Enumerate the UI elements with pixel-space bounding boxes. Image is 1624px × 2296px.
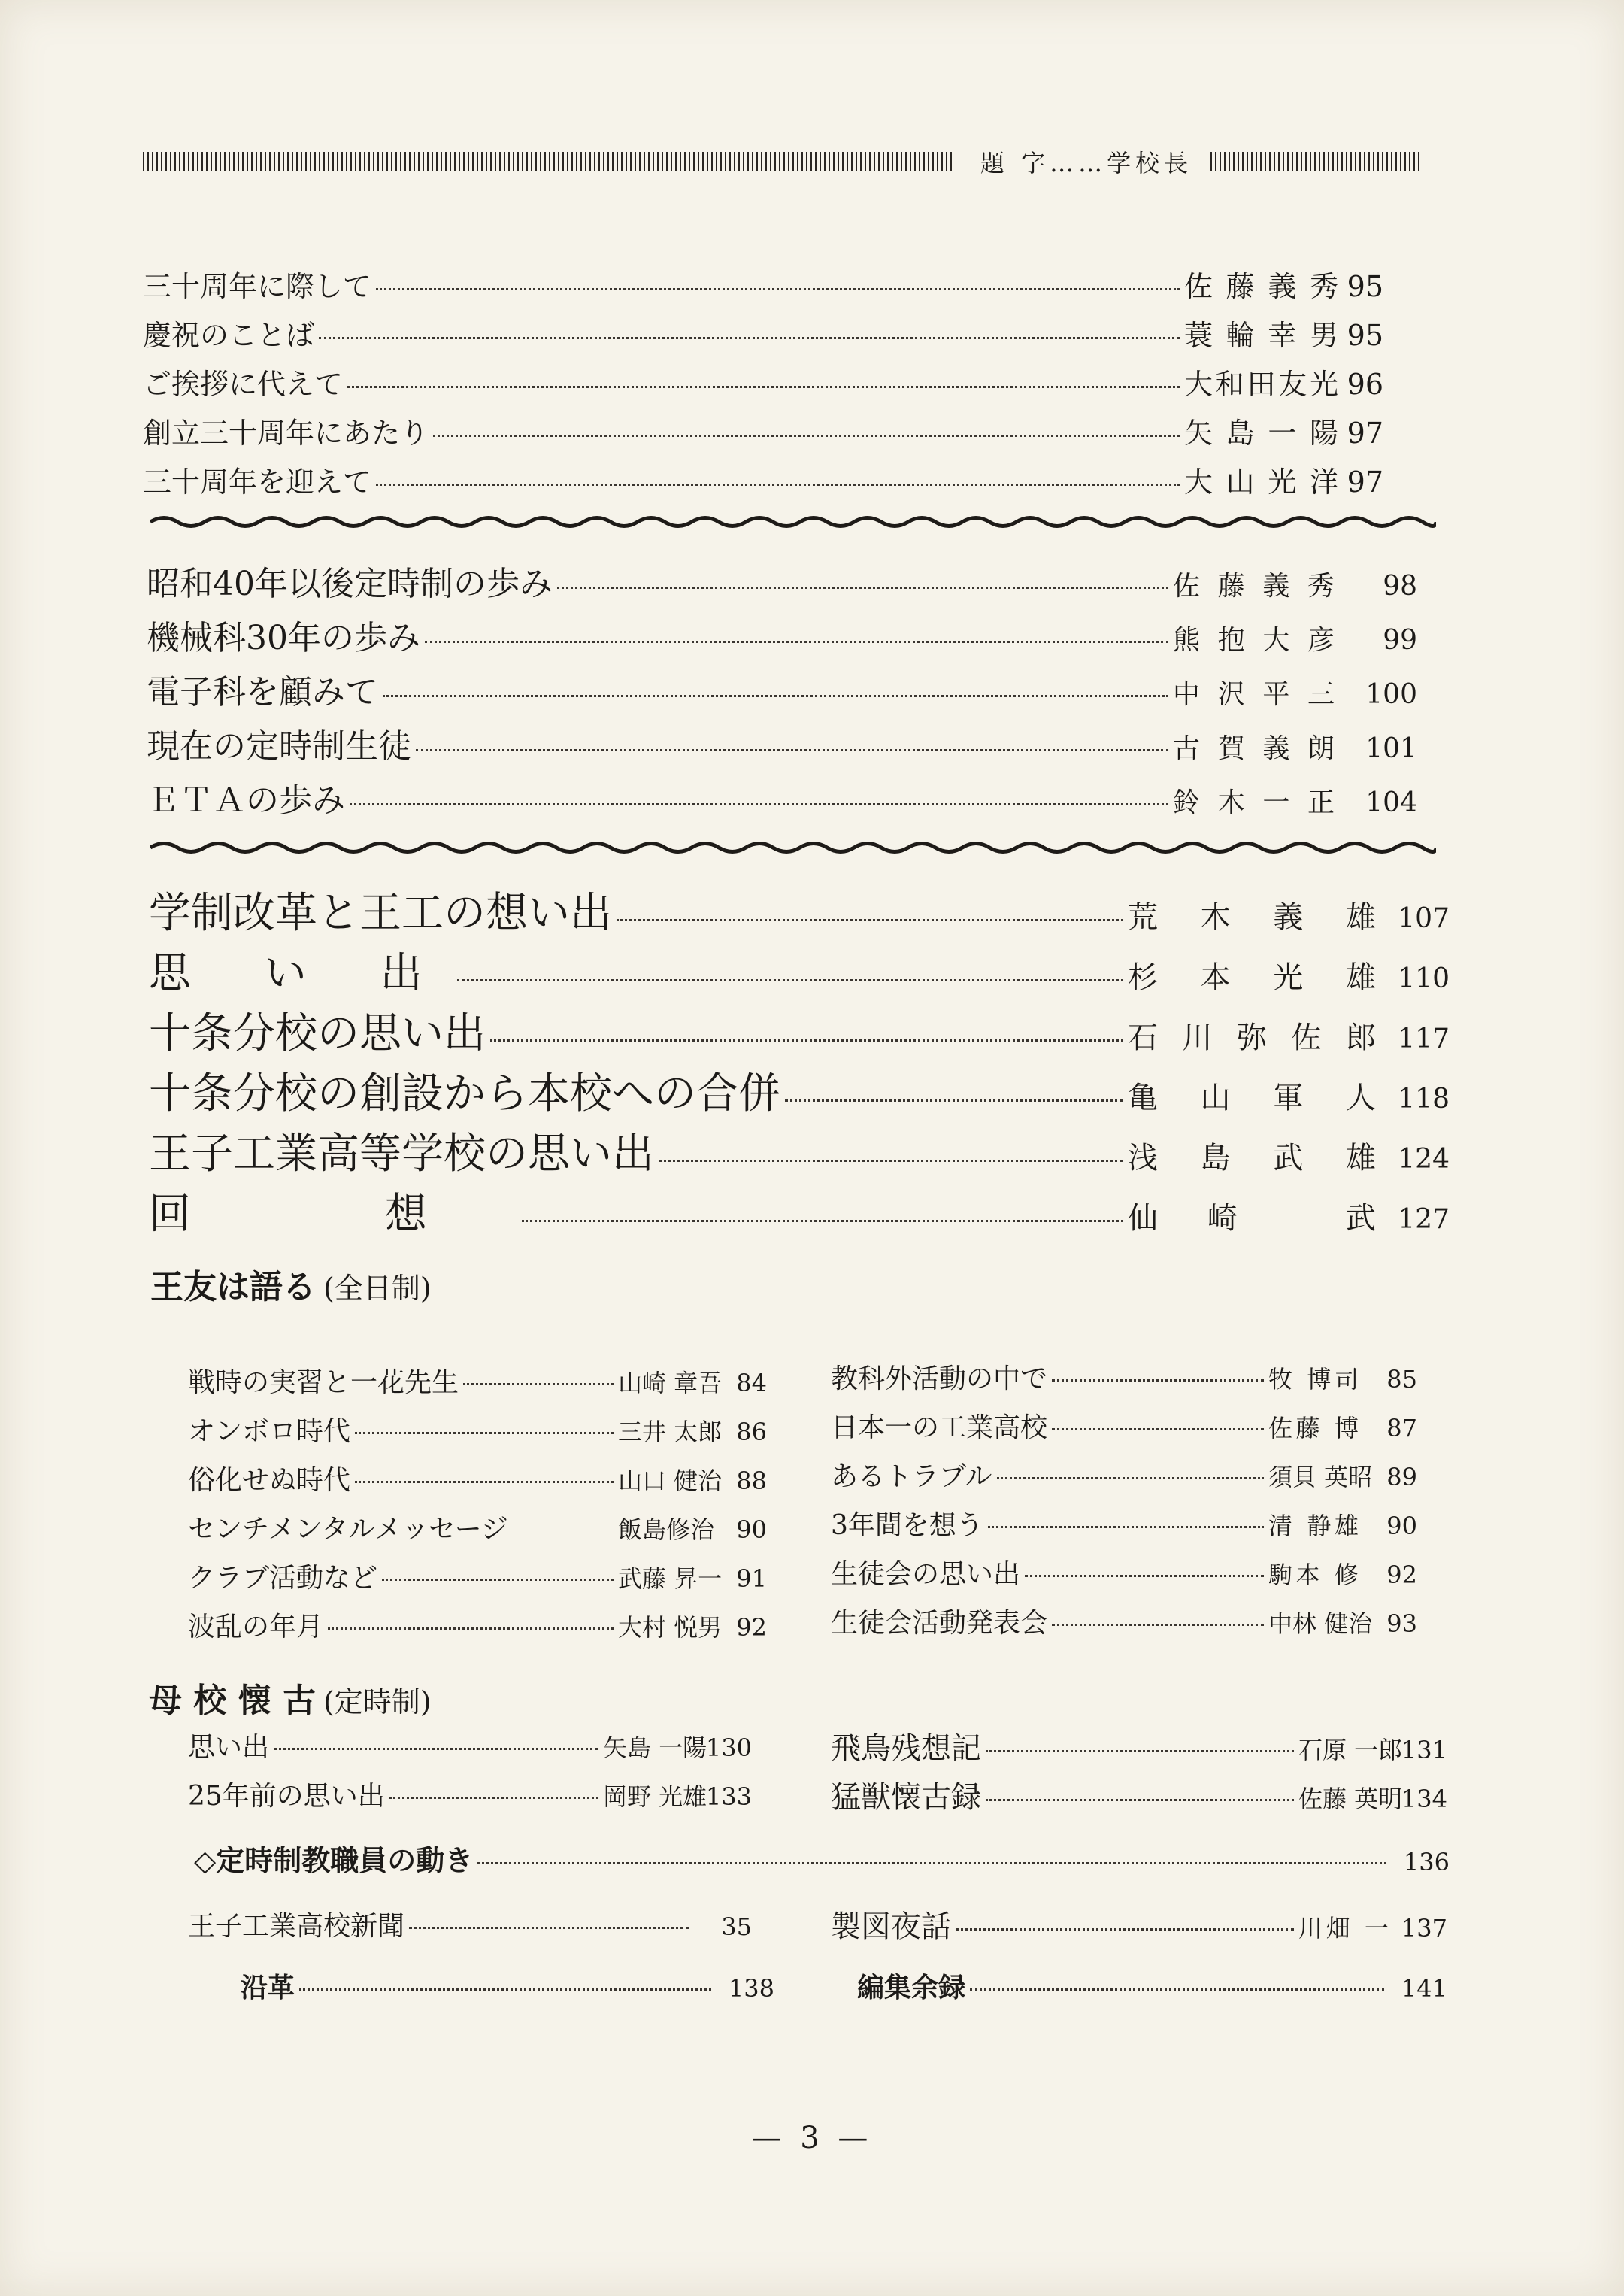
entry-page: 97 [1347, 466, 1383, 499]
toc-entry[interactable] [149, 1121, 1450, 1181]
toc-entry[interactable] [241, 1967, 774, 2005]
wavy-divider [150, 514, 1436, 530]
leader-dots [382, 1579, 614, 1581]
entry-author: 佐藤義秀 [1173, 571, 1335, 602]
entry-page: 99 [1383, 625, 1417, 656]
toc-entry[interactable] [831, 1602, 1417, 1640]
leader-dots [355, 1481, 614, 1483]
entry-page: 98 [1383, 571, 1417, 602]
entry-author: 荒木義雄 [1128, 900, 1376, 935]
toc-entry[interactable] [147, 719, 1417, 767]
entry-title: 学制改革と王工の想い出 [149, 889, 612, 938]
toc-entry[interactable] [143, 263, 1383, 305]
toc-entry[interactable] [149, 1000, 1450, 1060]
entry-page: 95 [1347, 270, 1383, 303]
entry-page: 95 [1347, 319, 1383, 352]
leader-dots [1052, 1624, 1264, 1626]
entry-title: 機械科30年の歩み [147, 619, 420, 657]
toc-entry[interactable] [188, 1606, 767, 1644]
entry-page: 86 [736, 1418, 767, 1446]
leader-dots [409, 1927, 689, 1929]
oyu-heading-title: 王友は語る [150, 1268, 316, 1306]
toc-entry[interactable] [143, 459, 1383, 500]
toc-entry[interactable] [194, 1837, 1450, 1879]
leader-dots [433, 435, 1180, 437]
entry-title: 回 想 [149, 1190, 517, 1239]
header-title: 題 字……学校長 [980, 149, 1193, 177]
toc-entry[interactable] [831, 1455, 1417, 1494]
bokou-heading-sub: (定時制) [323, 1685, 432, 1718]
entry-author: 須貝 英昭 [1268, 1463, 1373, 1491]
oyu-heading-sub: (全日制) [323, 1272, 432, 1305]
header-hatch-right [1210, 152, 1423, 171]
toc-entry[interactable] [188, 1905, 752, 1943]
leader-dots [376, 288, 1180, 290]
entry-author: 佐藤 英明 [1298, 1785, 1403, 1813]
entry-page: 92 [1386, 1560, 1417, 1589]
toc-entry[interactable] [831, 1406, 1417, 1445]
entry-author: 武藤 昇一 [618, 1564, 723, 1593]
toc-entry[interactable] [188, 1361, 767, 1400]
leader-dots [425, 641, 1168, 643]
leader-dots [457, 979, 1123, 981]
entry-author: 清 静雄 [1268, 1512, 1359, 1540]
entry-author: 牧 博司 [1268, 1365, 1359, 1394]
entry-title: 生徒会活動発表会 [831, 1608, 1048, 1639]
entry-title: 日本一の工業高校 [831, 1412, 1048, 1443]
leader-dots [785, 1099, 1123, 1102]
entry-title: 創立三十周年にあたり [143, 417, 429, 450]
entry-page: 91 [736, 1564, 767, 1593]
entry-title: 三十周年を迎えて [143, 466, 372, 499]
toc-entry[interactable] [188, 1459, 767, 1497]
entry-title: 現在の定時制生徒 [147, 727, 411, 766]
leader-dots [389, 1797, 598, 1799]
entry-title: 教科外活動の中で [831, 1363, 1048, 1394]
entry-page: 92 [736, 1613, 767, 1642]
toc-entry[interactable] [149, 940, 1450, 1000]
wavy-divider [150, 839, 1436, 856]
entry-page: 100 [1365, 679, 1417, 710]
entry-page: 133 [705, 1782, 752, 1811]
leader-dots [299, 1988, 711, 1991]
entry-title: 思 い 出 [149, 949, 453, 998]
leader-dots [988, 1526, 1264, 1528]
entry-title: あるトラブル [831, 1461, 992, 1492]
leader-dots [986, 1750, 1294, 1752]
entry-title: 思い出 [188, 1732, 270, 1763]
entry-author: 三井 太郎 [618, 1418, 723, 1446]
entry-page: 35 [721, 1912, 752, 1941]
leader-dots [376, 484, 1180, 486]
leader-dots [416, 749, 1168, 751]
entry-title: 王子工業高校新聞 [188, 1911, 405, 1942]
toc-entry[interactable] [857, 1967, 1447, 2005]
entry-title: 三十周年に際して [143, 270, 372, 303]
leader-dots [1025, 1575, 1264, 1577]
leader-dots [1052, 1379, 1264, 1382]
leader-dots [383, 695, 1168, 697]
entry-page: 101 [1365, 733, 1417, 764]
entry-page: 107 [1398, 903, 1450, 934]
entry-page: 110 [1398, 963, 1450, 994]
entry-title: 慶祝のことば [143, 319, 315, 352]
leader-dots [319, 337, 1180, 339]
entry-title: 生徒会の思い出 [831, 1559, 1021, 1590]
leader-dots [659, 1160, 1123, 1162]
entry-author: 亀山軍人 [1128, 1081, 1376, 1115]
toc-entry[interactable] [831, 1504, 1417, 1542]
entry-page: 96 [1347, 368, 1383, 401]
toc-entry[interactable] [188, 1557, 767, 1595]
toc-entry[interactable] [831, 1773, 1447, 1816]
leader-space [513, 1530, 614, 1532]
entry-author: 古賀義朗 [1173, 733, 1335, 764]
toc-entry[interactable] [147, 557, 1417, 605]
entry-author: 杉本光雄 [1128, 960, 1376, 995]
entry-title: 沿革 [241, 1973, 295, 2003]
entry-author: 中沢平三 [1173, 679, 1335, 710]
entry-title: 戦時の実習と一花先生 [188, 1367, 459, 1398]
toc-entry[interactable] [188, 1508, 767, 1546]
leader-dots [956, 1928, 1294, 1931]
leader-dots [986, 1799, 1294, 1801]
bokou-heading [149, 1673, 432, 1721]
toc-entry[interactable] [831, 1903, 1447, 1946]
entry-author: 大村 悦男 [618, 1613, 723, 1642]
toc-entry[interactable] [831, 1553, 1417, 1591]
entry-author: 山崎 章吾 [618, 1369, 723, 1397]
entry-author: 浅島武雄 [1128, 1141, 1376, 1175]
toc-entry[interactable] [147, 665, 1417, 713]
entry-title: 波乱の年月 [188, 1612, 324, 1642]
leader-dots [477, 1862, 1386, 1864]
entry-title: ご挨拶に代えて [143, 368, 344, 401]
entry-page: 88 [736, 1466, 767, 1495]
leader-dots [1052, 1428, 1264, 1430]
entry-page: 89 [1386, 1463, 1417, 1491]
entry-title: センチメンタルメッセージ [188, 1514, 508, 1545]
oyu-heading [150, 1260, 432, 1308]
entry-title: 十条分校の創設から本校への合併 [149, 1069, 780, 1118]
entry-author: 佐藤 博 [1268, 1414, 1359, 1442]
toc-entry[interactable] [149, 1060, 1450, 1121]
entry-title: ◇定時制教職員の動き [194, 1844, 474, 1877]
toc-entry[interactable] [188, 1726, 752, 1764]
entry-page: 84 [736, 1369, 767, 1397]
entry-title: 電子科を顧みて [147, 673, 378, 711]
entry-title: 十条分校の思い出 [149, 1009, 486, 1058]
entry-title: ＥＴＡの歩み [147, 781, 345, 820]
entry-author: 石川弥佐郎 [1128, 1021, 1376, 1055]
entry-author: 石原 一郎 [1298, 1736, 1403, 1764]
entry-title: 製図夜話 [831, 1909, 951, 1944]
toc-entry[interactable] [143, 361, 1383, 402]
entry-page: 93 [1386, 1609, 1417, 1638]
leader-dots [463, 1383, 614, 1385]
entry-page: 85 [1386, 1365, 1417, 1394]
leader-dots [274, 1748, 598, 1750]
bokou-heading-title: 母 校 懐 古 [149, 1682, 316, 1720]
entry-author: 岡野 光雄 [603, 1782, 707, 1811]
entry-title: 王子工業高等学校の思い出 [149, 1130, 654, 1178]
entry-title: オンボロ時代 [188, 1416, 351, 1447]
entry-page: 134 [1401, 1785, 1447, 1813]
entry-author: 飯島修治 [618, 1515, 715, 1544]
toc-entry[interactable] [149, 880, 1450, 940]
entry-author: 矢島 一陽 [603, 1733, 707, 1762]
entry-page: 90 [736, 1515, 767, 1544]
entry-page: 87 [1386, 1414, 1417, 1442]
entry-page: 118 [1398, 1084, 1450, 1115]
leader-dots [328, 1627, 614, 1630]
entry-author: 佐藤義秀 [1184, 270, 1338, 303]
toc-entry[interactable] [147, 773, 1417, 821]
toc-entry[interactable] [149, 1181, 1450, 1241]
entry-author: 中林 健治 [1268, 1609, 1373, 1638]
entry-page: 131 [1401, 1736, 1447, 1764]
entry-page: 104 [1365, 787, 1417, 818]
leader-dots [557, 587, 1168, 589]
entry-page: 97 [1347, 417, 1383, 450]
toc-entry[interactable] [143, 410, 1383, 451]
entry-author: 矢島一陽 [1184, 417, 1338, 450]
toc-entry[interactable] [188, 1410, 767, 1448]
entry-title: 3年間を想う [831, 1510, 983, 1541]
entry-page: 124 [1398, 1144, 1450, 1175]
toc-entry[interactable] [147, 611, 1417, 659]
entry-title: 編集余録 [857, 1973, 966, 2003]
entry-page: 138 [728, 1974, 774, 2003]
entry-author: 鈴木一正 [1173, 787, 1335, 818]
entry-page: 136 [1403, 1848, 1450, 1876]
leader-dots [617, 919, 1123, 921]
entry-page: 127 [1398, 1204, 1450, 1235]
leader-dots [490, 1039, 1123, 1042]
entry-title: 昭和40年以後定時制の歩み [147, 565, 553, 603]
entry-page: 90 [1386, 1512, 1417, 1540]
toc-entry[interactable] [188, 1775, 752, 1813]
toc-entry[interactable] [143, 312, 1383, 353]
entry-title: クラブ活動など [188, 1563, 378, 1594]
entry-page: 141 [1401, 1974, 1447, 2003]
entry-page: 130 [705, 1733, 752, 1762]
header-hatch-left [143, 152, 955, 171]
leader-dots [522, 1220, 1123, 1222]
entry-author: 山口 健治 [618, 1466, 723, 1495]
entry-author: 大山光洋 [1184, 466, 1338, 499]
toc-entry[interactable] [831, 1357, 1417, 1396]
entry-author: 川畑 一 [1298, 1914, 1389, 1943]
entry-author: 熊抱大彦 [1173, 625, 1335, 656]
leader-dots [997, 1477, 1264, 1479]
entry-author: 蓑輪幸男 [1184, 319, 1338, 352]
entry-author: 仙崎 武 [1128, 1201, 1376, 1236]
entry-author: 大和田友光 [1184, 368, 1338, 401]
entry-title: 飛鳥残想記 [831, 1731, 981, 1766]
leader-dots [347, 386, 1180, 388]
entry-title: 猛獣懐古録 [831, 1780, 981, 1815]
toc-entry[interactable] [831, 1724, 1447, 1767]
page-number: — 3 — [751, 2121, 873, 2155]
entry-author: 駒本 修 [1268, 1560, 1359, 1589]
leader-dots [350, 803, 1168, 805]
entry-page: 117 [1398, 1024, 1450, 1054]
leader-dots [970, 1988, 1384, 1991]
leader-dots [355, 1432, 614, 1434]
entry-title: 25年前の思い出 [188, 1781, 385, 1812]
entry-title: 俗化せぬ時代 [188, 1465, 351, 1496]
header-bar [143, 149, 1429, 176]
entry-page: 137 [1401, 1914, 1447, 1943]
